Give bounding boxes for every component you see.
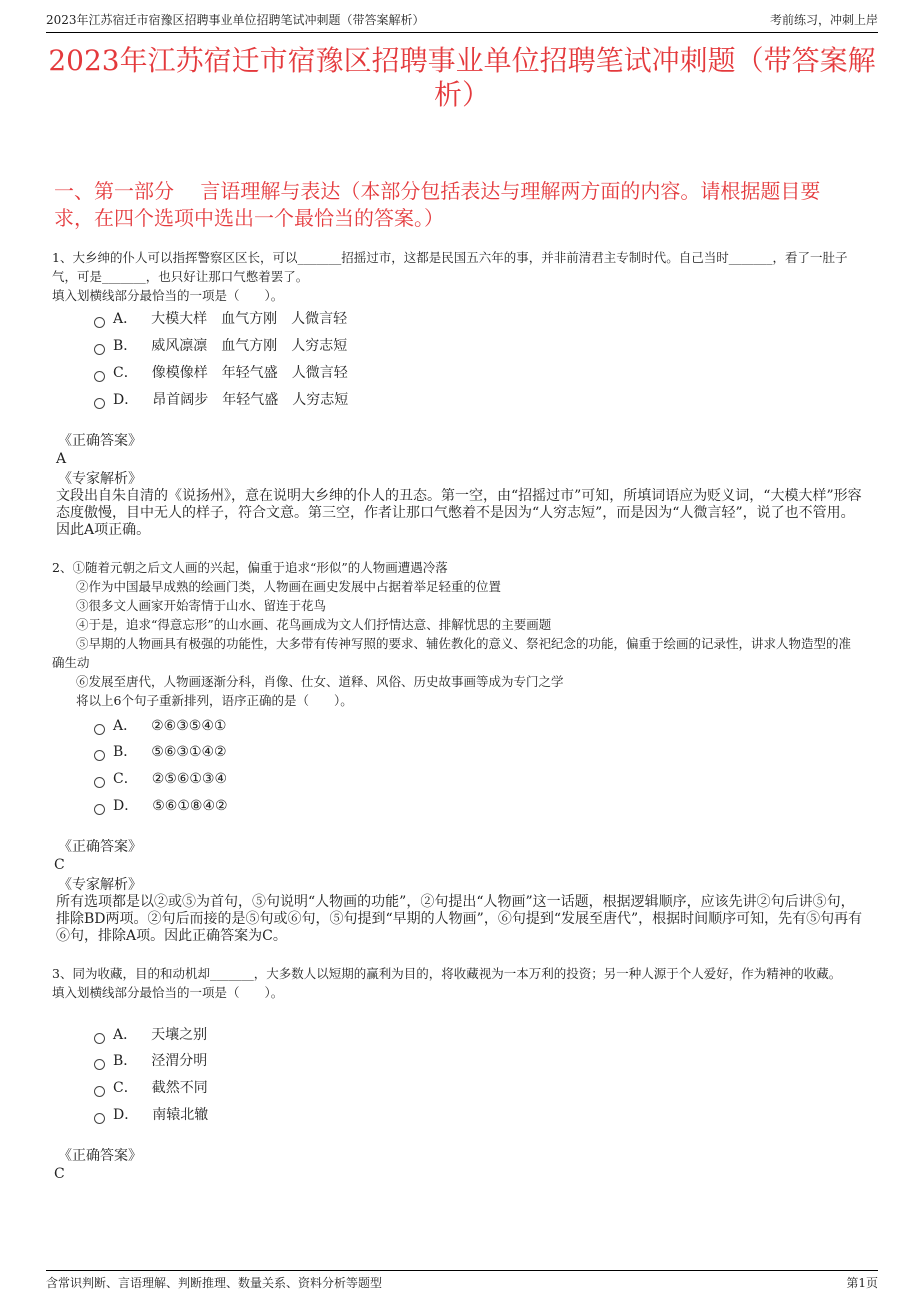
question-2-prompt: 将以上6个句子重新排列，语序正确的是（ ）。 [76, 693, 353, 708]
question-2-option-c[interactable] [94, 769, 227, 789]
radio-icon[interactable] [94, 317, 105, 328]
option-label: C． [113, 365, 138, 381]
option-label: A． [113, 1027, 138, 1043]
question-1-analysis: 文段出自朱自清的《说扬州》，意在说明大乡绅的仆人的丑态。第一空，由“招摇过市”可知，所填词语应为贬义词，“大模大样”形容态度傲慢，目中无人的样子，符合文意。第三空，作者让那口气憋着不是因为“人穷志短”，而是因为“人微言轻”，说了也不管用。因此A项正确。 [56, 488, 862, 538]
question-3-option-a[interactable] [94, 1025, 207, 1045]
option-label: C． [113, 771, 138, 787]
question-2-stem [52, 558, 862, 710]
question-2-analysis: 所有选项都是以②或⑤为首句，⑤句说明“人物画的功能”，②句提出“人物画”这一话题，根据逻辑顺序，应该先讲②句后讲⑤句，排除BD两项。②句后而接的是⑤句或⑥句，⑤句提到“早期的人物画”，⑥句提到“发展至唐代”，根据时间顺序可知，先有⑤句再有⑥句，排除A项。因此正确答案为C。 [56, 894, 863, 944]
question-1-answer: A [56, 451, 67, 467]
question-3-answer-title: 《正确答案》 [58, 1148, 142, 1164]
question-2-line-1: 2、①随着元朝之后文人画的兴起，偏重于追求“形似”的人物画遭遇冷落 [52, 560, 448, 575]
option-text: 威风凛凛 血气方刚 人穷志短 [151, 338, 348, 354]
footer-note: 含常识判断、言语理解、判断推理、数量关系、资料分析等题型 [46, 1276, 383, 1290]
radio-icon[interactable] [94, 1113, 105, 1124]
question-1-option-d[interactable] [94, 390, 348, 410]
question-2-option-a[interactable] [94, 716, 226, 736]
question-1-prompt: 填入划横线部分最恰当的一项是（ ）。 [52, 288, 284, 303]
question-2-analysis-title: 《专家解析》 [58, 877, 142, 893]
radio-icon[interactable] [94, 1033, 105, 1044]
option-text: ⑤⑥③①④② [151, 744, 227, 760]
question-2-line-5: ⑤早期的人物画具有极强的功能性，大多带有传神写照的要求、辅佐教化的意义、祭祀纪念的功能，偏重于绘画的记录性，讲求人物造型的准确生动 [52, 636, 852, 670]
question-1-text: 1、大乡绅的仆人可以指挥警察区区长，可以_______招摇过市，这都是民国五六年的事，并非前清君主专制时代。自己当时_______，看了一肚子气，可是_______，也只好让那口气憋着罢了。 [52, 250, 848, 284]
radio-icon[interactable] [94, 344, 105, 355]
page-header [46, 12, 878, 33]
question-1-stem [52, 248, 862, 305]
page-number: 第1页 [846, 1276, 878, 1290]
option-text: ②⑤⑥①③④ [151, 771, 228, 787]
option-text: 大模大样 血气方刚 人微言轻 [151, 311, 348, 327]
radio-icon[interactable] [94, 1086, 105, 1097]
option-text: 天壤之别 [151, 1027, 208, 1043]
option-text: ②⑥③⑤④① [151, 718, 227, 734]
question-1-analysis-title: 《专家解析》 [58, 471, 142, 487]
radio-icon[interactable] [94, 724, 105, 735]
question-3-option-c[interactable] [94, 1078, 208, 1098]
section-heading: 一、第一部分 言语理解与表达（本部分包括表达与理解两方面的内容。请根据题目要求，在四个选项中选出一个最恰当的答案。） [54, 179, 821, 230]
radio-icon[interactable] [94, 777, 105, 788]
option-text: ⑤⑥①⑧④② [152, 798, 228, 814]
question-2-option-d[interactable] [94, 796, 228, 816]
question-1-option-c[interactable] [94, 363, 348, 383]
option-label: B． [113, 744, 138, 760]
document-title: 2023年江苏宿迁市宿豫区招聘事业单位招聘笔试冲刺题（带答案解析） [48, 44, 876, 111]
question-1-option-b[interactable] [94, 336, 347, 356]
option-text: 泾渭分明 [151, 1053, 208, 1069]
option-text: 截然不同 [151, 1080, 208, 1096]
header-slogan: 考前练习，冲刺上岸 [769, 13, 878, 27]
option-label: A． [113, 718, 138, 734]
question-2-line-6: ⑥发展至唐代，人物画逐渐分科，肖像、仕女、道释、风俗、历史故事画等成为专门之学 [76, 674, 564, 689]
option-label: B． [113, 338, 138, 354]
page-footer [46, 1270, 878, 1291]
option-label: D． [113, 1107, 139, 1123]
question-2-answer: C [54, 857, 65, 873]
option-label: D． [113, 392, 139, 408]
radio-icon[interactable] [94, 1059, 105, 1070]
option-text: 像模像样 年轻气盛 人微言轻 [151, 365, 348, 381]
option-text: 南辕北辙 [152, 1107, 209, 1123]
question-3-option-b[interactable] [94, 1051, 207, 1071]
option-label: A． [113, 311, 138, 327]
radio-icon[interactable] [94, 804, 105, 815]
question-2-line-2: ②作为中国最早成熟的绘画门类，人物画在画史发展中占据着举足轻重的位置 [76, 579, 502, 594]
option-label: B． [113, 1053, 138, 1069]
question-1-answer-title: 《正确答案》 [58, 433, 142, 449]
question-3-text: 3、同为收藏，目的和动机却_______，大多数人以短期的赢利为目的，将收藏视为一本万利的投资；另一种人源于个人爱好，作为精神的收藏。 [52, 966, 842, 981]
radio-icon[interactable] [94, 398, 105, 409]
question-2-line-4: ④于是，追求“得意忘形”的山水画、花鸟画成为文人们抒情达意、排解忧思的主要画题 [76, 617, 552, 632]
question-1-option-a[interactable] [94, 309, 347, 329]
question-2-answer-title: 《正确答案》 [58, 839, 142, 855]
question-3-option-d[interactable] [94, 1105, 208, 1125]
question-3-answer: C [54, 1166, 65, 1182]
header-title: 2023年江苏宿迁市宿豫区招聘事业单位招聘笔试冲刺题（带答案解析） [46, 13, 425, 27]
option-label: D． [113, 798, 139, 814]
radio-icon[interactable] [94, 371, 105, 382]
radio-icon[interactable] [94, 750, 105, 761]
question-2-line-3: ③很多文人画家开始寄情于山水、留连于花鸟 [76, 598, 327, 613]
question-2-option-b[interactable] [94, 742, 227, 762]
option-label: C． [113, 1080, 138, 1096]
question-3-stem [52, 964, 862, 1002]
question-3-prompt: 填入划横线部分最恰当的一项是（ ）。 [52, 985, 284, 1000]
option-text: 昂首阔步 年轻气盛 人穷志短 [152, 392, 349, 408]
